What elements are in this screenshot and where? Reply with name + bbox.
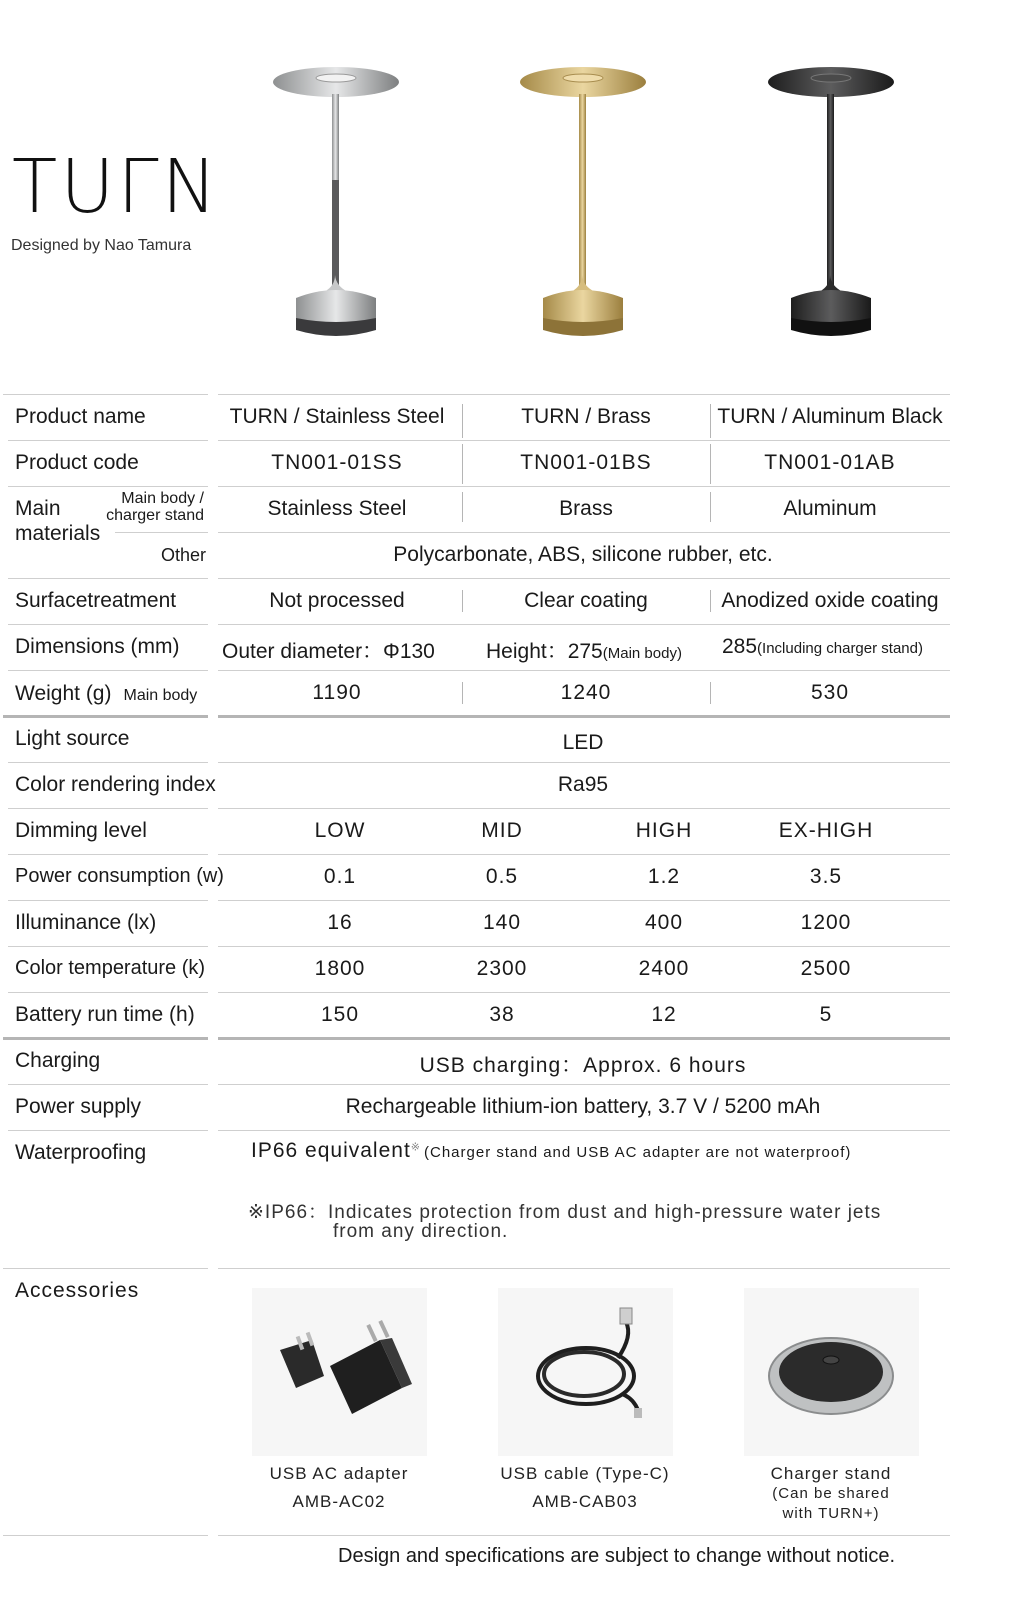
label-color-temperature: Color temperature (k)	[15, 957, 206, 979]
weight-black: 530	[810, 681, 850, 704]
designer-credit: Designed by Nao Tamura	[11, 237, 192, 254]
accessory-charger-stand-note2: with TURN+)	[782, 1505, 880, 1522]
label-power-consumption: Power consumption (w)	[15, 865, 224, 887]
label-materials-main-line2: charger stand	[106, 507, 204, 524]
product-name-black: TURN / Aluminum Black	[717, 405, 943, 428]
waterproofing-mark: ※	[410, 1141, 420, 1154]
label-materials-main-line1: Main body /	[121, 490, 204, 507]
label-materials-line2: materials	[15, 522, 101, 545]
illuminance-low: 16	[327, 911, 353, 934]
waterproofing-note: (Charger stand and USB AC adapter are not waterproof)	[424, 1144, 852, 1161]
label-light-source: Light source	[15, 727, 130, 750]
dimming-ex-high: EX-HIGH	[778, 819, 874, 842]
lamp-brass-image	[509, 60, 669, 350]
dimension-outer-diameter: Outer diameter：Φ130	[222, 640, 435, 663]
waterproofing-footnote-line1: ※IP66：Indicates protection from dust and high-pressure water jets	[248, 1202, 882, 1223]
light-source-value: LED	[562, 731, 604, 754]
label-weight-text: Weight (g)	[15, 682, 112, 705]
product-code-black: TN001-01AB	[764, 451, 896, 474]
dimming-mid: MID	[481, 819, 523, 842]
color-temp-high: 2400	[638, 957, 690, 980]
waterproofing-value	[251, 1139, 851, 1163]
usb-cable-icon	[498, 1288, 673, 1456]
dimension-height-value: Height：275	[486, 640, 603, 663]
product-name-steel: TURN / Stainless Steel	[229, 405, 445, 428]
label-product-name: Product name	[15, 405, 146, 428]
surface-steel: Not processed	[269, 589, 405, 612]
power-supply-value: Rechargeable lithium-ion battery, 3.7 V / 5200 mAh	[345, 1095, 821, 1118]
dimming-low: LOW	[314, 819, 366, 842]
waterproofing-footnote-line2: from any direction.	[333, 1221, 509, 1242]
material-brass: Brass	[559, 497, 613, 520]
cri-value: Ra95	[557, 773, 609, 796]
footer-disclaimer: Design and specifications are subject to change without notice.	[338, 1545, 896, 1567]
label-illuminance: Illuminance (lx)	[15, 911, 157, 934]
dimension-height2-note: (Including charger stand)	[757, 640, 923, 657]
weight-steel: 1190	[312, 681, 362, 704]
label-accessories: Accessories	[15, 1279, 140, 1302]
battery-low: 150	[320, 1003, 360, 1026]
label-power-supply: Power supply	[15, 1095, 142, 1118]
illuminance-ex-high: 1200	[800, 911, 852, 934]
weight-brass: 1240	[560, 681, 612, 704]
power-ex-high: 3.5	[809, 865, 843, 888]
label-materials-line1: Main	[15, 497, 61, 520]
lamp-stainless-steel-image	[262, 60, 422, 350]
usb-ac-adapter-icon	[252, 1288, 427, 1456]
charger-stand-icon	[744, 1288, 919, 1456]
dimension-height-note: (Main body)	[602, 645, 682, 662]
battery-high: 12	[651, 1003, 677, 1026]
label-dimming: Dimming level	[15, 819, 147, 842]
label-materials-other: Other	[160, 545, 206, 565]
dimension-height	[486, 635, 682, 665]
color-temp-low: 1800	[314, 957, 366, 980]
label-battery-run-time: Battery run time (h)	[15, 1003, 195, 1026]
material-other: Polycarbonate, ABS, silicone rubber, etc.	[393, 543, 773, 566]
brand-logo: TUΓN	[12, 144, 220, 230]
label-weight	[15, 682, 197, 706]
label-waterproofing: Waterproofing	[15, 1141, 147, 1164]
power-mid: 0.5	[485, 865, 519, 888]
charging-value: USB charging：Approx. 6 hours	[419, 1054, 747, 1077]
accessory-usb-ac-adapter-code: AMB-AC02	[292, 1492, 386, 1511]
accessory-usb-cable-name: USB cable (Type-C)	[500, 1464, 670, 1483]
accessory-usb-cable-code: AMB-CAB03	[532, 1492, 638, 1511]
dimension-height2-value: 285	[722, 635, 758, 658]
label-weight-sub: Main body	[123, 687, 198, 704]
surface-brass: Clear coating	[524, 589, 648, 612]
dimension-height-with-stand	[722, 635, 923, 659]
power-high: 1.2	[647, 865, 681, 888]
color-temp-ex-high: 2500	[800, 957, 852, 980]
accessory-charger-stand-name: Charger stand	[770, 1464, 892, 1483]
product-code-steel: TN001-01SS	[271, 451, 403, 474]
accessory-usb-ac-adapter-name: USB AC adapter	[269, 1464, 409, 1483]
material-black: Aluminum	[783, 497, 877, 520]
waterproofing-rating: IP66 equivalent	[251, 1139, 411, 1162]
illuminance-high: 400	[644, 911, 684, 934]
label-dimensions: Dimensions (mm)	[15, 635, 180, 658]
label-surface: Surfacetreatment	[15, 589, 177, 612]
label-product-code: Product code	[15, 451, 139, 474]
illuminance-mid: 140	[482, 911, 522, 934]
dimming-high: HIGH	[635, 819, 693, 842]
label-charging: Charging	[15, 1049, 101, 1072]
label-cri: Color rendering index	[15, 773, 216, 796]
lamp-aluminum-black-image	[757, 60, 917, 350]
power-low: 0.1	[323, 865, 357, 888]
battery-ex-high: 5	[819, 1003, 833, 1026]
accessory-charger-stand-note1: (Can be shared	[772, 1485, 890, 1502]
product-code-brass: TN001-01BS	[520, 451, 652, 474]
product-name-brass: TURN / Brass	[521, 405, 651, 428]
material-steel: Stainless Steel	[267, 497, 407, 520]
surface-black: Anodized oxide coating	[721, 589, 939, 612]
battery-mid: 38	[489, 1003, 515, 1026]
color-temp-mid: 2300	[476, 957, 528, 980]
